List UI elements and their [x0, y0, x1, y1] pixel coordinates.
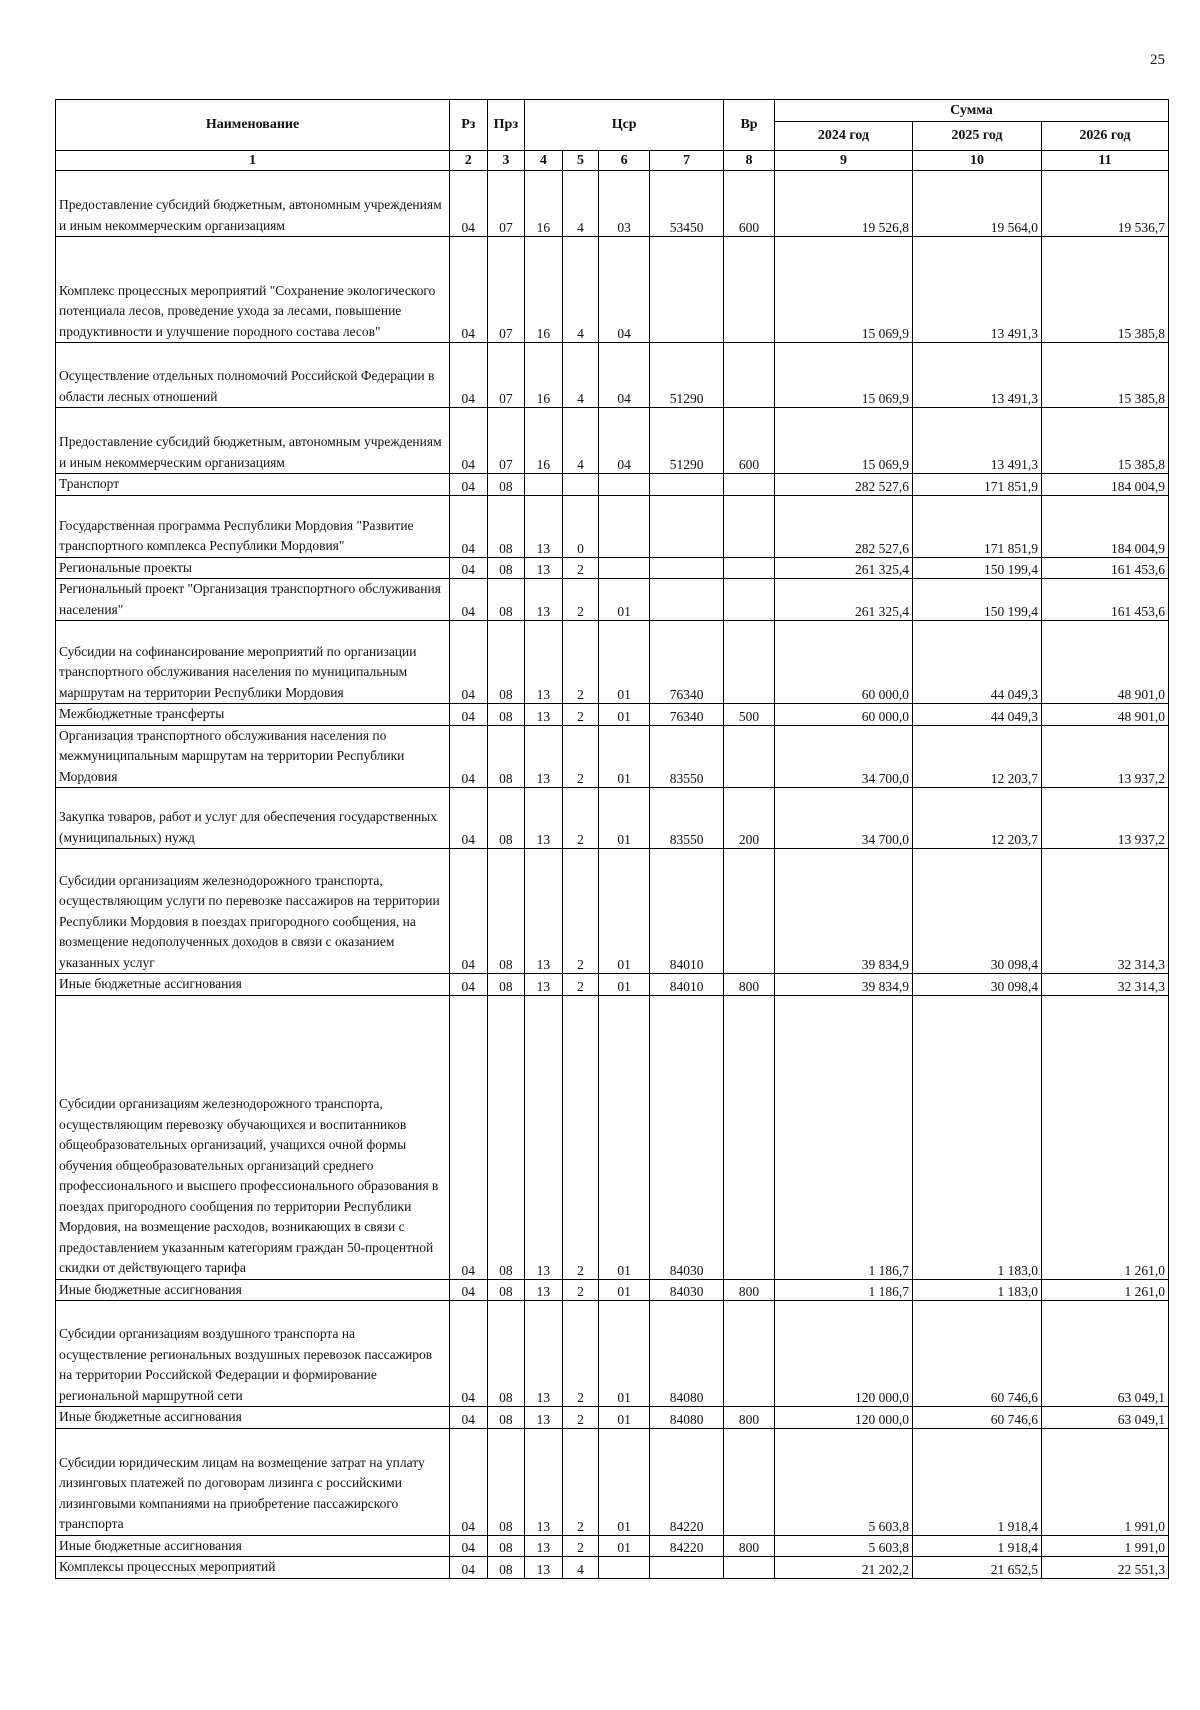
row-rz: 04 — [450, 995, 488, 1279]
row-sum-2024: 5 603,8 — [774, 1535, 912, 1557]
table-row — [56, 1407, 1169, 1429]
row-vr — [724, 725, 775, 788]
row-csr-type: 2 — [562, 621, 599, 704]
row-csr-type: 0 — [562, 495, 599, 557]
row-prz: 08 — [487, 474, 525, 496]
row-csr-program: 16 — [525, 343, 563, 408]
row-prz: 08 — [487, 1428, 525, 1535]
column-number: 4 — [525, 151, 563, 171]
row-csr-type: 4 — [562, 237, 599, 343]
row-vr — [724, 1301, 775, 1407]
row-sum-2026: 63 049,1 — [1041, 1407, 1168, 1429]
row-prz: 08 — [487, 725, 525, 788]
row-name: Предоставление субсидий бюджетным, автономным учреждениям и иным некоммерческим организациям — [56, 171, 450, 237]
row-rz: 04 — [450, 1279, 488, 1301]
row-csr-subprogram: 01 — [599, 621, 650, 704]
row-rz: 04 — [450, 1301, 488, 1407]
row-sum-2024: 1 186,7 — [774, 1279, 912, 1301]
row-name: Региональный проект "Организация транспортного обслуживания населения" — [56, 579, 450, 621]
table-row — [56, 237, 1169, 343]
row-rz: 04 — [450, 1557, 488, 1579]
row-csr-type: 2 — [562, 579, 599, 621]
row-vr — [724, 849, 775, 974]
row-sum-2026: 15 385,8 — [1041, 408, 1168, 474]
column-number: 10 — [913, 151, 1042, 171]
row-csr-program: 13 — [525, 1301, 563, 1407]
row-sum-2024: 261 325,4 — [774, 579, 912, 621]
table-row — [56, 557, 1169, 579]
row-csr-program: 13 — [525, 1535, 563, 1557]
table-row — [56, 1557, 1169, 1579]
table-row — [56, 621, 1169, 704]
row-sum-2025: 150 199,4 — [913, 557, 1042, 579]
row-sum-2025: 1 183,0 — [913, 1279, 1042, 1301]
row-rz: 04 — [450, 557, 488, 579]
row-csr-program: 16 — [525, 408, 563, 474]
row-sum-2024: 60 000,0 — [774, 621, 912, 704]
row-csr-direction: 76340 — [650, 621, 724, 704]
row-csr-subprogram: 04 — [599, 408, 650, 474]
row-vr — [724, 579, 775, 621]
row-prz: 08 — [487, 1301, 525, 1407]
row-sum-2024: 5 603,8 — [774, 1428, 912, 1535]
row-name: Субсидии организациям железнодорожного транспорта, осуществляющим услуги по перевозке пассажиров на территории Республики Мордовия в поездах пригородного сообщения, на возмещение недополученных доходов в связи с оказанием указанных услуг — [56, 849, 450, 974]
row-csr-type: 2 — [562, 1279, 599, 1301]
row-sum-2025: 60 746,6 — [913, 1301, 1042, 1407]
table-row — [56, 408, 1169, 474]
row-csr-subprogram: 01 — [599, 974, 650, 996]
row-csr-subprogram: 01 — [599, 725, 650, 788]
row-name: Иные бюджетные ассигнования — [56, 974, 450, 996]
row-csr-subprogram — [599, 1557, 650, 1579]
row-vr: 200 — [724, 788, 775, 849]
row-sum-2025: 44 049,3 — [913, 704, 1042, 726]
row-vr: 800 — [724, 1407, 775, 1429]
row-sum-2024: 282 527,6 — [774, 495, 912, 557]
row-csr-subprogram: 01 — [599, 1535, 650, 1557]
row-csr-type: 2 — [562, 557, 599, 579]
row-prz: 07 — [487, 343, 525, 408]
row-name: Организация транспортного обслуживания населения по межмуниципальным маршрутам на территории Республики Мордовия — [56, 725, 450, 788]
row-csr-subprogram — [599, 474, 650, 496]
row-csr-type: 2 — [562, 1407, 599, 1429]
column-number-row — [56, 151, 1169, 171]
row-csr-type: 4 — [562, 1557, 599, 1579]
table-row — [56, 1428, 1169, 1535]
row-csr-program: 13 — [525, 1407, 563, 1429]
row-csr-direction: 84010 — [650, 849, 724, 974]
table-row — [56, 495, 1169, 557]
row-prz: 08 — [487, 995, 525, 1279]
table-row — [56, 974, 1169, 996]
row-sum-2026: 161 453,6 — [1041, 579, 1168, 621]
table-row — [56, 1301, 1169, 1407]
row-rz: 04 — [450, 408, 488, 474]
row-name: Осуществление отдельных полномочий Российской Федерации в области лесных отношений — [56, 343, 450, 408]
table-row — [56, 1535, 1169, 1557]
column-number: 6 — [599, 151, 650, 171]
row-rz: 04 — [450, 495, 488, 557]
table-row — [56, 995, 1169, 1279]
row-sum-2026: 22 551,3 — [1041, 1557, 1168, 1579]
row-sum-2025: 13 491,3 — [913, 237, 1042, 343]
row-rz: 04 — [450, 237, 488, 343]
row-rz: 04 — [450, 725, 488, 788]
row-csr-type: 2 — [562, 725, 599, 788]
row-csr-program: 13 — [525, 704, 563, 726]
row-sum-2025: 1 918,4 — [913, 1428, 1042, 1535]
row-sum-2026: 15 385,8 — [1041, 237, 1168, 343]
row-csr-type: 2 — [562, 704, 599, 726]
row-csr-type: 4 — [562, 408, 599, 474]
row-sum-2024: 261 325,4 — [774, 557, 912, 579]
row-rz: 04 — [450, 704, 488, 726]
row-csr-subprogram: 01 — [599, 849, 650, 974]
row-sum-2025: 30 098,4 — [913, 849, 1042, 974]
row-prz: 08 — [487, 1557, 525, 1579]
row-vr — [724, 1557, 775, 1579]
row-rz: 04 — [450, 343, 488, 408]
row-csr-direction: 51290 — [650, 343, 724, 408]
row-rz: 04 — [450, 788, 488, 849]
row-sum-2024: 39 834,9 — [774, 974, 912, 996]
row-sum-2024: 1 186,7 — [774, 995, 912, 1279]
row-csr-type — [562, 474, 599, 496]
row-name: Предоставление субсидий бюджетным, автономным учреждениям и иным некоммерческим организациям — [56, 408, 450, 474]
row-sum-2025: 19 564,0 — [913, 171, 1042, 237]
row-sum-2024: 39 834,9 — [774, 849, 912, 974]
row-vr: 600 — [724, 171, 775, 237]
row-sum-2026: 15 385,8 — [1041, 343, 1168, 408]
row-sum-2024: 120 000,0 — [774, 1301, 912, 1407]
row-csr-subprogram: 03 — [599, 171, 650, 237]
row-csr-direction: 84030 — [650, 995, 724, 1279]
row-prz: 08 — [487, 579, 525, 621]
row-csr-direction: 51290 — [650, 408, 724, 474]
row-name: Иные бюджетные ассигнования — [56, 1407, 450, 1429]
row-sum-2024: 21 202,2 — [774, 1557, 912, 1579]
row-csr-subprogram: 01 — [599, 995, 650, 1279]
column-number: 9 — [774, 151, 912, 171]
header-year-2025: 2025 год — [913, 122, 1042, 151]
row-sum-2026: 1 261,0 — [1041, 995, 1168, 1279]
row-csr-program — [525, 474, 563, 496]
row-csr-program: 13 — [525, 995, 563, 1279]
row-prz: 07 — [487, 408, 525, 474]
table-row — [56, 725, 1169, 788]
row-vr — [724, 237, 775, 343]
row-csr-direction: 84220 — [650, 1428, 724, 1535]
row-sum-2026: 1 991,0 — [1041, 1428, 1168, 1535]
table-row — [56, 343, 1169, 408]
table-row — [56, 849, 1169, 974]
table-row — [56, 788, 1169, 849]
row-sum-2025: 171 851,9 — [913, 474, 1042, 496]
row-sum-2025: 1 918,4 — [913, 1535, 1042, 1557]
budget-table — [55, 99, 1169, 1579]
row-sum-2025: 12 203,7 — [913, 725, 1042, 788]
row-csr-program: 13 — [525, 1428, 563, 1535]
row-sum-2026: 13 937,2 — [1041, 788, 1168, 849]
row-csr-direction: 84220 — [650, 1535, 724, 1557]
row-name: Транспорт — [56, 474, 450, 496]
row-sum-2024: 34 700,0 — [774, 788, 912, 849]
row-name: Закупка товаров, работ и услуг для обеспечения государственных (муниципальных) нужд — [56, 788, 450, 849]
row-csr-program: 16 — [525, 171, 563, 237]
row-rz: 04 — [450, 849, 488, 974]
row-prz: 08 — [487, 974, 525, 996]
row-csr-program: 13 — [525, 495, 563, 557]
table-row — [56, 579, 1169, 621]
header-name: Наименование — [56, 100, 450, 151]
row-sum-2026: 13 937,2 — [1041, 725, 1168, 788]
table-row — [56, 704, 1169, 726]
row-csr-program: 13 — [525, 974, 563, 996]
row-name: Субсидии на софинансирование мероприятий по организации транспортного обслуживания населения по муниципальным маршрутам на территории Республики Мордовия — [56, 621, 450, 704]
row-prz: 08 — [487, 1407, 525, 1429]
column-number: 7 — [650, 151, 724, 171]
row-prz: 08 — [487, 788, 525, 849]
row-sum-2025: 171 851,9 — [913, 495, 1042, 557]
row-csr-type: 2 — [562, 1428, 599, 1535]
row-sum-2026: 63 049,1 — [1041, 1301, 1168, 1407]
row-csr-subprogram: 01 — [599, 1407, 650, 1429]
row-prz: 08 — [487, 557, 525, 579]
row-vr — [724, 995, 775, 1279]
row-sum-2026: 19 536,7 — [1041, 171, 1168, 237]
row-sum-2026: 1 261,0 — [1041, 1279, 1168, 1301]
page-number: 25 — [1150, 52, 1165, 68]
row-prz: 07 — [487, 171, 525, 237]
row-vr — [724, 557, 775, 579]
column-number: 3 — [487, 151, 525, 171]
row-name: Субсидии организациям воздушного транспорта на осуществление региональных воздушных перевозок пассажиров на территории Российской Федерации и формирование региональной маршрутной сети — [56, 1301, 450, 1407]
row-sum-2025: 30 098,4 — [913, 974, 1042, 996]
row-sum-2025: 150 199,4 — [913, 579, 1042, 621]
row-name: Региональные проекты — [56, 557, 450, 579]
row-csr-subprogram: 01 — [599, 704, 650, 726]
row-csr-direction — [650, 557, 724, 579]
row-csr-subprogram: 01 — [599, 1279, 650, 1301]
row-csr-type: 2 — [562, 849, 599, 974]
row-csr-direction — [650, 579, 724, 621]
row-sum-2025: 1 183,0 — [913, 995, 1042, 1279]
row-vr — [724, 1428, 775, 1535]
row-rz: 04 — [450, 474, 488, 496]
row-vr — [724, 343, 775, 408]
row-csr-direction: 84010 — [650, 974, 724, 996]
row-name: Комплексы процессных мероприятий — [56, 1557, 450, 1579]
row-csr-direction: 76340 — [650, 704, 724, 726]
row-csr-subprogram: 04 — [599, 237, 650, 343]
row-rz: 04 — [450, 1535, 488, 1557]
row-prz: 08 — [487, 621, 525, 704]
row-name: Иные бюджетные ассигнования — [56, 1535, 450, 1557]
row-vr: 600 — [724, 408, 775, 474]
row-sum-2024: 19 526,8 — [774, 171, 912, 237]
header-vr: Вр — [724, 100, 775, 151]
row-prz: 08 — [487, 1535, 525, 1557]
row-rz: 04 — [450, 579, 488, 621]
row-csr-type: 4 — [562, 171, 599, 237]
row-name: Комплекс процессных мероприятий "Сохранение экологического потенциала лесов, проведение ухода за лесами, повышение продуктивности и улучшение породного состава лесов" — [56, 237, 450, 343]
row-sum-2025: 12 203,7 — [913, 788, 1042, 849]
row-sum-2024: 282 527,6 — [774, 474, 912, 496]
table-row — [56, 171, 1169, 237]
table-row — [56, 474, 1169, 496]
column-number: 2 — [450, 151, 488, 171]
row-csr-direction: 84030 — [650, 1279, 724, 1301]
column-number: 5 — [562, 151, 599, 171]
header-prz: Прз — [487, 100, 525, 151]
row-csr-type: 2 — [562, 974, 599, 996]
row-csr-subprogram: 01 — [599, 1428, 650, 1535]
row-csr-direction: 83550 — [650, 788, 724, 849]
row-sum-2025: 13 491,3 — [913, 343, 1042, 408]
row-csr-direction — [650, 474, 724, 496]
row-csr-program: 13 — [525, 788, 563, 849]
header-sum: Сумма — [774, 100, 1168, 122]
row-csr-type: 2 — [562, 995, 599, 1279]
column-number: 11 — [1041, 151, 1168, 171]
row-csr-direction — [650, 495, 724, 557]
row-sum-2024: 60 000,0 — [774, 704, 912, 726]
row-csr-direction: 84080 — [650, 1407, 724, 1429]
row-rz: 04 — [450, 1407, 488, 1429]
row-csr-program: 13 — [525, 621, 563, 704]
row-prz: 08 — [487, 849, 525, 974]
row-sum-2026: 184 004,9 — [1041, 495, 1168, 557]
row-csr-direction: 84080 — [650, 1301, 724, 1407]
row-csr-program: 13 — [525, 579, 563, 621]
row-sum-2025: 44 049,3 — [913, 621, 1042, 704]
row-sum-2024: 120 000,0 — [774, 1407, 912, 1429]
row-csr-subprogram: 04 — [599, 343, 650, 408]
row-sum-2024: 34 700,0 — [774, 725, 912, 788]
row-sum-2026: 32 314,3 — [1041, 974, 1168, 996]
row-vr: 800 — [724, 1279, 775, 1301]
row-csr-direction — [650, 237, 724, 343]
row-rz: 04 — [450, 621, 488, 704]
row-sum-2026: 161 453,6 — [1041, 557, 1168, 579]
row-name: Субсидии юридическим лицам на возмещение затрат на уплату лизинговых платежей по договорам лизинга с российскими лизинговыми компаниями на приобретение пассажирского транспорта — [56, 1428, 450, 1535]
row-name: Межбюджетные трансферты — [56, 704, 450, 726]
row-rz: 04 — [450, 171, 488, 237]
row-csr-type: 2 — [562, 788, 599, 849]
row-csr-program: 16 — [525, 237, 563, 343]
row-csr-direction — [650, 1557, 724, 1579]
row-csr-type: 4 — [562, 343, 599, 408]
row-sum-2026: 184 004,9 — [1041, 474, 1168, 496]
row-csr-program: 13 — [525, 1557, 563, 1579]
row-vr: 800 — [724, 974, 775, 996]
row-csr-subprogram: 01 — [599, 579, 650, 621]
row-name: Иные бюджетные ассигнования — [56, 1279, 450, 1301]
row-csr-subprogram — [599, 495, 650, 557]
row-prz: 08 — [487, 1279, 525, 1301]
row-csr-type: 2 — [562, 1535, 599, 1557]
row-csr-program: 13 — [525, 557, 563, 579]
row-vr: 500 — [724, 704, 775, 726]
row-rz: 04 — [450, 974, 488, 996]
row-rz: 04 — [450, 1428, 488, 1535]
table-row — [56, 1279, 1169, 1301]
row-sum-2024: 15 069,9 — [774, 343, 912, 408]
header-rz: Рз — [450, 100, 488, 151]
row-vr — [724, 495, 775, 557]
row-sum-2024: 15 069,9 — [774, 237, 912, 343]
row-csr-subprogram — [599, 557, 650, 579]
row-csr-direction: 53450 — [650, 171, 724, 237]
row-name: Государственная программа Республики Мордовия "Развитие транспортного комплекса Республики Мордовия" — [56, 495, 450, 557]
row-vr — [724, 474, 775, 496]
row-csr-subprogram: 01 — [599, 788, 650, 849]
row-sum-2025: 21 652,5 — [913, 1557, 1042, 1579]
row-sum-2025: 13 491,3 — [913, 408, 1042, 474]
row-vr: 800 — [724, 1535, 775, 1557]
column-number: 8 — [724, 151, 775, 171]
row-csr-type: 2 — [562, 1301, 599, 1407]
row-sum-2026: 1 991,0 — [1041, 1535, 1168, 1557]
row-sum-2025: 60 746,6 — [913, 1407, 1042, 1429]
row-sum-2026: 48 901,0 — [1041, 621, 1168, 704]
row-csr-subprogram: 01 — [599, 1301, 650, 1407]
row-csr-direction: 83550 — [650, 725, 724, 788]
row-prz: 08 — [487, 704, 525, 726]
column-number: 1 — [56, 151, 450, 171]
row-csr-program: 13 — [525, 849, 563, 974]
row-sum-2024: 15 069,9 — [774, 408, 912, 474]
header-csr: Цср — [525, 100, 724, 151]
row-prz: 08 — [487, 495, 525, 557]
row-csr-program: 13 — [525, 725, 563, 788]
row-name: Субсидии организациям железнодорожного транспорта, осуществляющим перевозку обучающихся и воспитанников общеобразовательных организаций, учащихся очной формы обучения общеобразовательных организаций среднего профессионального и высшего профессионального образования в поездах пригородного сообщения по территории Республики Мордовия, на возмещение расходов, возникающих в связи с предоставлением указанным категориям граждан 50-процентной скидки от действующего тарифа — [56, 995, 450, 1279]
header-year-2024: 2024 год — [774, 122, 912, 151]
header-year-2026: 2026 год — [1041, 122, 1168, 151]
row-prz: 07 — [487, 237, 525, 343]
row-vr — [724, 621, 775, 704]
row-sum-2026: 32 314,3 — [1041, 849, 1168, 974]
row-csr-program: 13 — [525, 1279, 563, 1301]
row-sum-2026: 48 901,0 — [1041, 704, 1168, 726]
